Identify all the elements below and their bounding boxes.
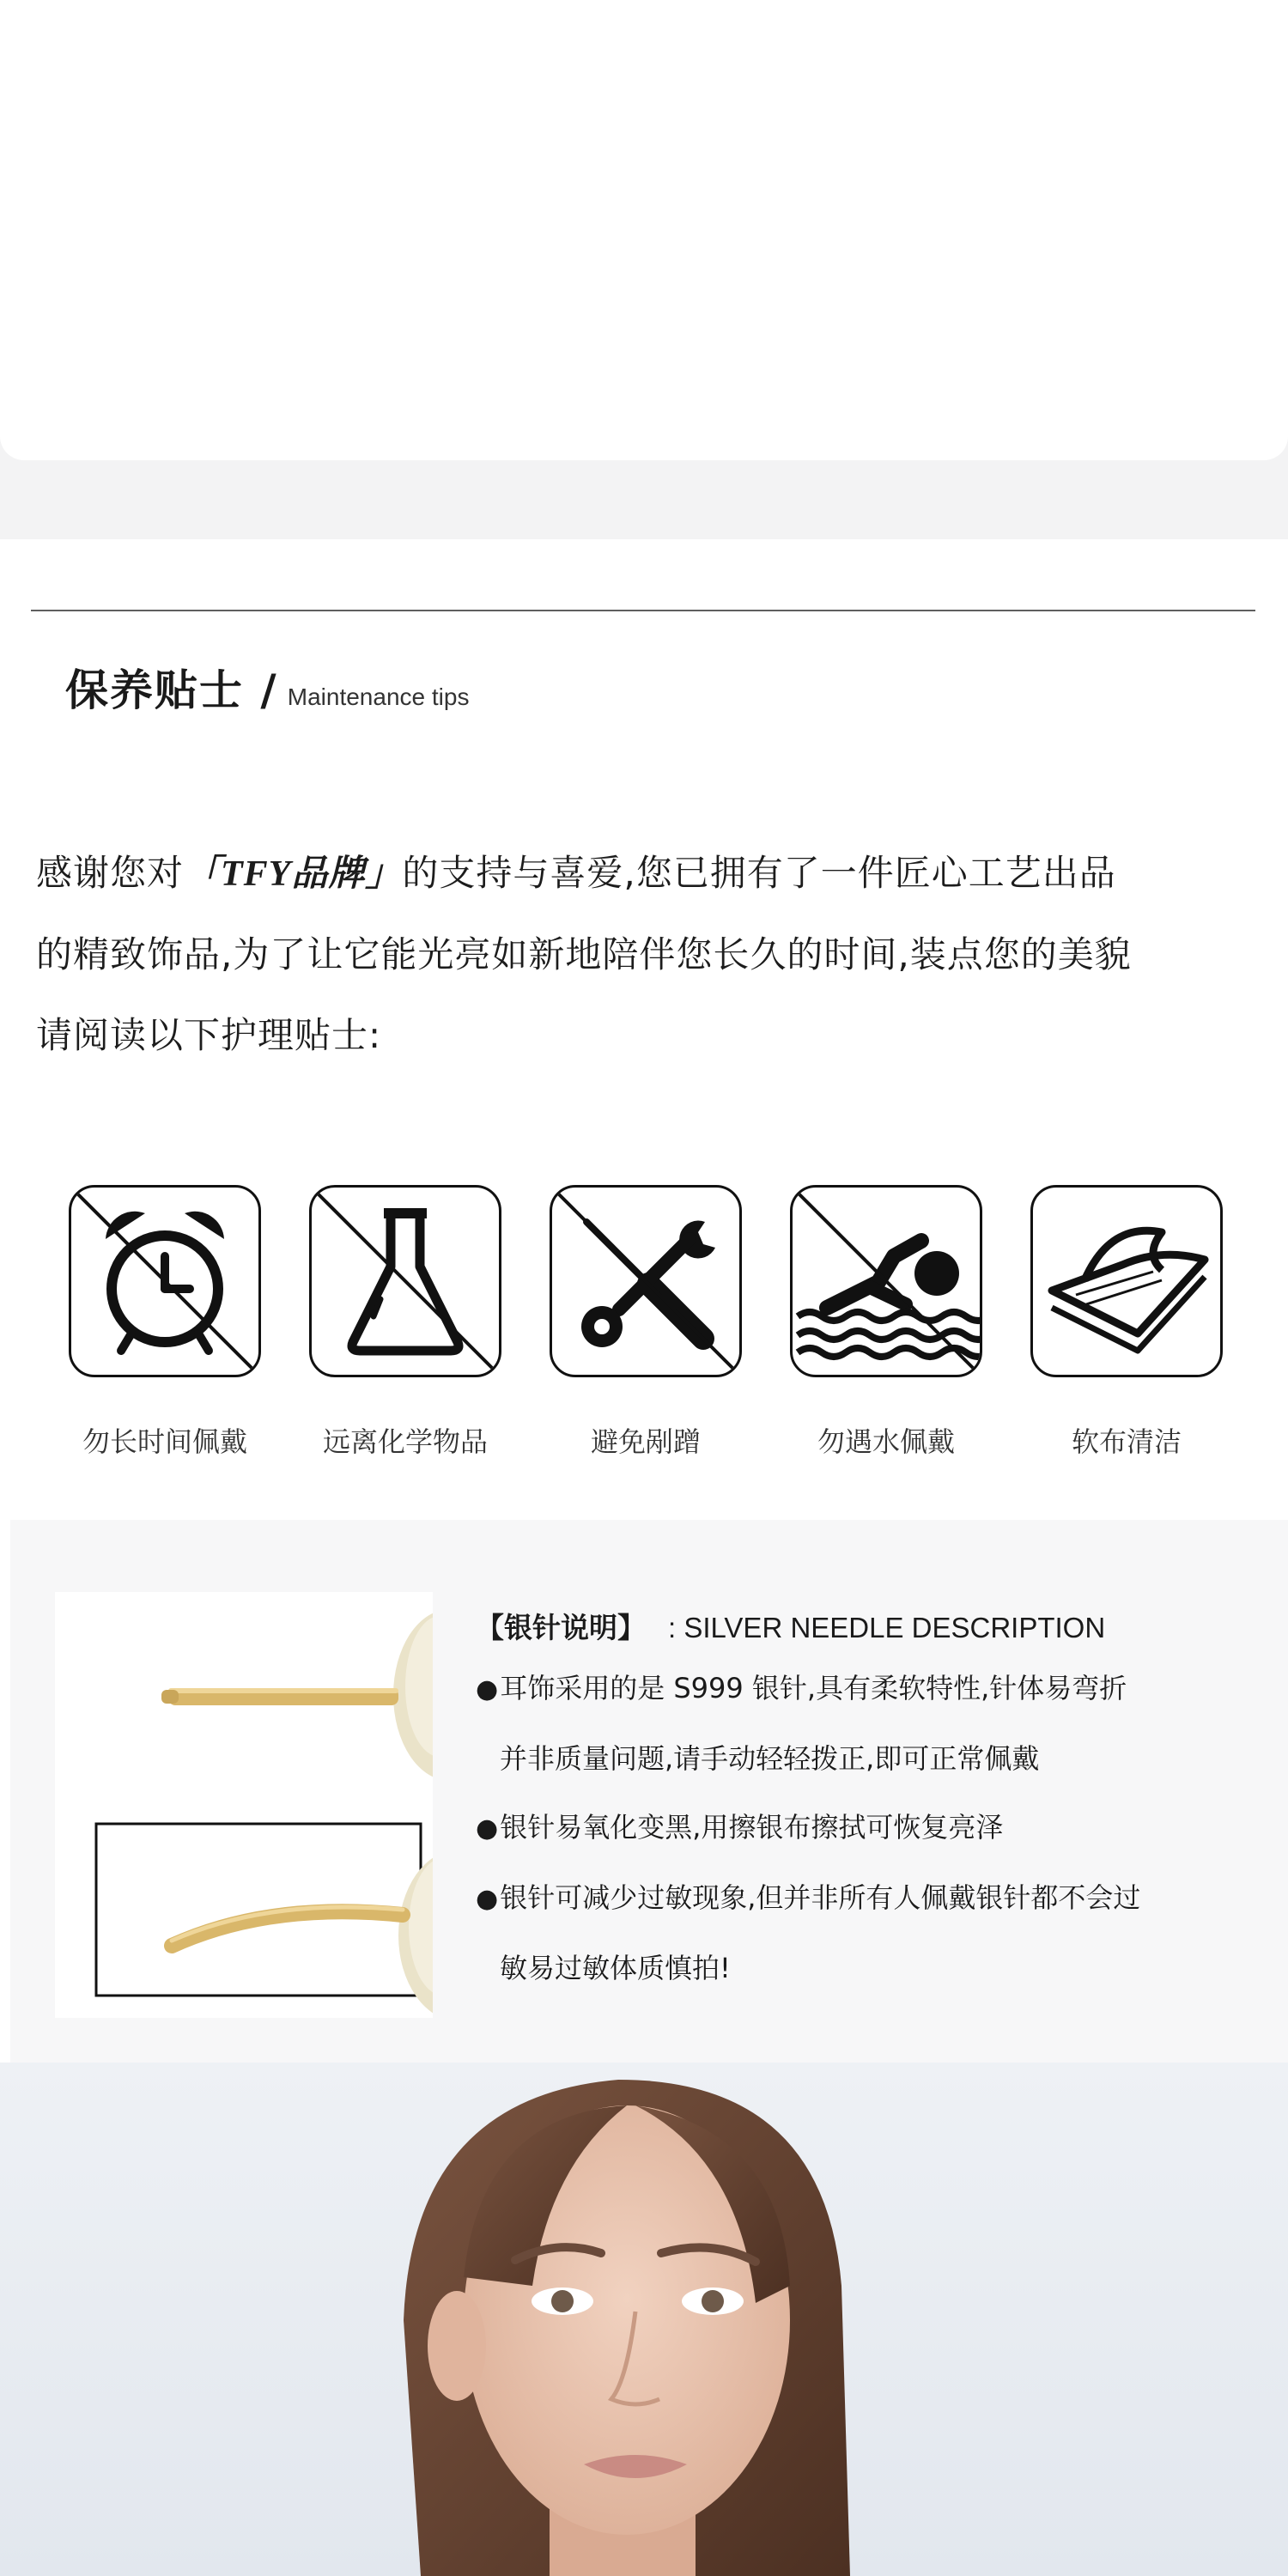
bullet-icon: ● (476, 1814, 499, 1844)
cloth-icon (1030, 1185, 1223, 1377)
care-label-time: 勿长时间佩戴 (82, 1425, 247, 1458)
care-icons-row (0, 1185, 1288, 1477)
care-item-chemical (302, 1185, 508, 1477)
needle-line-1-text: 耳饰采用的是 S999 银针,具有柔软特性,针体易弯折 (500, 1672, 1127, 1704)
alarm-clock-icon (69, 1185, 261, 1377)
needle-line-3 (476, 1863, 1266, 1934)
needle-title-zh: 【银针说明】 (476, 1611, 646, 1644)
needle-line-3b: 敏易过敏体质慎拍! (500, 1952, 731, 1984)
brand-name: 「TFY品牌」 (184, 854, 403, 894)
needle-line-2-text: 银针易氧化变黑,用擦银布擦拭可恢复亮泽 (500, 1811, 1004, 1844)
intro-text (36, 833, 1264, 1076)
intro-line-3: 请阅读以下护理贴士: (36, 1014, 382, 1056)
care-item-time (62, 1185, 268, 1477)
heading-zh: 保养贴士 / (65, 665, 278, 715)
intro-line-1 (36, 833, 1264, 914)
needle-line-3-text: 银针可减少过敏现象,但并非所有人佩戴银针都不会过 (500, 1881, 1141, 1914)
needle-line-1b: 并非质量问题,请手动轻轻拨正,即可正常佩戴 (500, 1742, 1040, 1775)
model-photo (0, 2063, 1288, 2576)
intro-line-2: 的精致饰品,为了让它能光亮如新地陪伴您长久的时间,装点您的美貌 (36, 933, 1132, 975)
needle-line-2 (476, 1793, 1266, 1863)
maintenance-tips-section (0, 539, 1288, 1518)
needle-title (476, 1606, 1266, 1654)
section-divider (31, 610, 1255, 611)
care-item-scratch (543, 1185, 749, 1477)
maintenance-heading (65, 656, 469, 718)
bullet-icon: ● (476, 1884, 499, 1914)
needle-line-1 (476, 1654, 1266, 1724)
care-item-water (783, 1185, 989, 1477)
care-label-cloth: 软布清洁 (1071, 1425, 1182, 1458)
care-label-water: 勿遇水佩戴 (817, 1425, 955, 1458)
needle-photo (55, 1592, 433, 2018)
care-item-cloth (1024, 1185, 1230, 1477)
swimming-icon (790, 1185, 982, 1377)
needle-title-en: : SILVER NEEDLE DESCRIPTION (668, 1612, 1106, 1643)
heading-en: Maintenance tips (287, 683, 470, 710)
bullet-icon: ● (476, 1674, 499, 1704)
flask-icon (309, 1185, 501, 1377)
intro-line-1-before: 感谢您对 (36, 852, 185, 894)
needle-description (476, 1606, 1266, 2002)
tools-icon (550, 1185, 742, 1377)
intro-line-1-after: 的支持与喜爱,您已拥有了一件匠心工艺出品 (402, 852, 1116, 894)
top-white-card (0, 0, 1288, 460)
care-label-chemical: 远离化学物品 (322, 1425, 488, 1458)
care-label-scratch: 避免剐蹭 (590, 1425, 701, 1458)
silver-needle-section (10, 1520, 1288, 2063)
